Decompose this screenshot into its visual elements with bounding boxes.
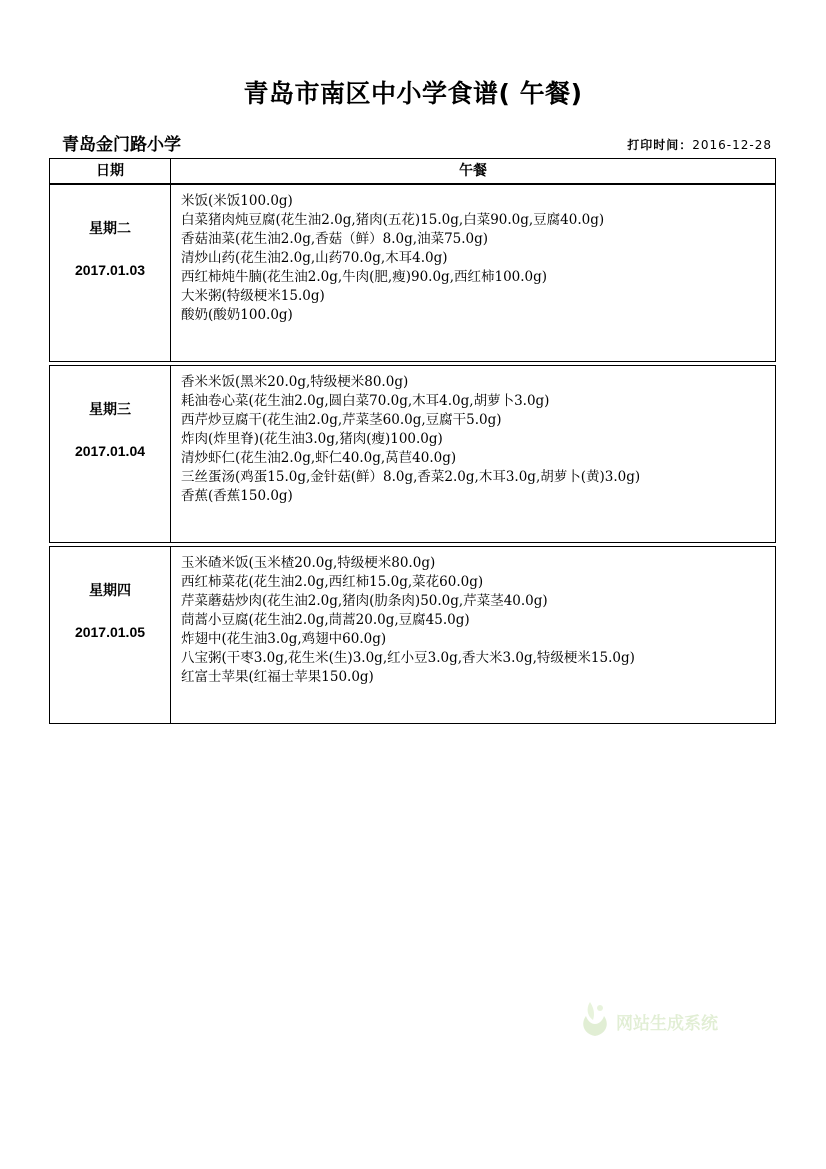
menu-cell xyxy=(171,547,775,723)
menu-item: 清炒山药(花生油2.0g,山药70.0g,木耳4.0g) xyxy=(181,250,448,266)
menu-item: 西红柿菜花(花生油2.0g,西红柿15.0g,菜花60.0g) xyxy=(181,574,484,590)
menu-item: 香米米饭(黑米20.0g,特级梗米80.0g) xyxy=(181,374,409,390)
print-time xyxy=(627,136,772,153)
day-row xyxy=(49,365,776,543)
menu-item: 西红柿炖牛腩(花生油2.0g,牛肉(肥,瘦)90.0g,西红柿100.0g) xyxy=(181,269,548,285)
print-time-value: 2016-12-28 xyxy=(692,138,772,152)
menu-item: 白菜猪肉炖豆腐(花生油2.0g,猪肉(五花)15.0g,白菜90.0g,豆腐40.0g) xyxy=(181,212,605,228)
menu-item: 芹菜蘑菇炒肉(花生油2.0g,猪肉(肋条肉)50.0g,芹菜茎40.0g) xyxy=(181,593,548,609)
print-time-label: 打印时间： xyxy=(627,138,693,152)
date-column-header: 日期 xyxy=(50,159,171,183)
menu-item: 茼蒿小豆腐(花生油2.0g,茼蒿20.0g,豆腐45.0g) xyxy=(181,612,470,628)
watermark-text: 网站生成系统 xyxy=(616,1013,718,1034)
menu-cell xyxy=(171,366,775,542)
menu-item: 大米粥(特级梗米15.0g) xyxy=(181,288,325,304)
menu-item: 西芹炒豆腐干(花生油2.0g,芹菜茎60.0g,豆腐干5.0g) xyxy=(181,412,502,428)
menu-item: 耗油卷心菜(花生油2.0g,圆白菜70.0g,木耳4.0g,胡萝卜3.0g) xyxy=(181,393,550,409)
watermark xyxy=(578,1000,718,1042)
weekday-label: 星期三 xyxy=(89,402,131,418)
date-label: 2017.01.04 xyxy=(74,443,146,459)
date-cell xyxy=(50,366,171,542)
day-row xyxy=(49,184,776,362)
leaf-logo-icon xyxy=(578,1000,612,1042)
weekday-label: 星期二 xyxy=(89,221,131,237)
table-header xyxy=(49,158,776,184)
page-title: 青岛市南区中小学食谱( 午餐) xyxy=(243,79,583,108)
menu-item: 炸肉(炸里脊)(花生油3.0g,猪肉(瘦)100.0g) xyxy=(181,431,443,447)
school-name: 青岛金门路小学 xyxy=(62,135,181,155)
date-label: 2017.01.05 xyxy=(74,624,146,640)
menu-cell xyxy=(171,185,775,361)
menu-item: 红富士苹果(红福士苹果150.0g) xyxy=(181,669,374,685)
menu-item: 香菇油菜(花生油2.0g,香菇（鲜）8.0g,油菜75.0g) xyxy=(181,231,489,247)
day-row xyxy=(49,546,776,724)
weekday-label: 星期四 xyxy=(89,583,131,599)
menu-item: 玉米碴米饭(玉米楂20.0g,特级梗米80.0g) xyxy=(181,555,436,571)
lunch-column-header: 午餐 xyxy=(459,163,487,179)
menu-item: 八宝粥(干枣3.0g,花生米(生)3.0g,红小豆3.0g,香大米3.0g,特级梗米15.0g) xyxy=(181,650,635,666)
menu-item: 炸翅中(花生油3.0g,鸡翅中60.0g) xyxy=(181,631,387,647)
menu-item: 酸奶(酸奶100.0g) xyxy=(181,307,293,323)
menu-item: 米饭(米饭100.0g) xyxy=(181,193,293,209)
menu-item: 香蕉(香蕉150.0g) xyxy=(181,488,293,504)
date-label: 2017.01.03 xyxy=(74,262,146,278)
menu-item: 三丝蛋汤(鸡蛋15.0g,金针菇(鲜）8.0g,香菜2.0g,木耳3.0g,胡萝卜(黄)3.0g) xyxy=(181,469,641,485)
date-cell xyxy=(50,547,171,723)
menu-item: 清炒虾仁(花生油2.0g,虾仁40.0g,莴苣40.0g) xyxy=(181,450,457,466)
date-cell xyxy=(50,185,171,361)
